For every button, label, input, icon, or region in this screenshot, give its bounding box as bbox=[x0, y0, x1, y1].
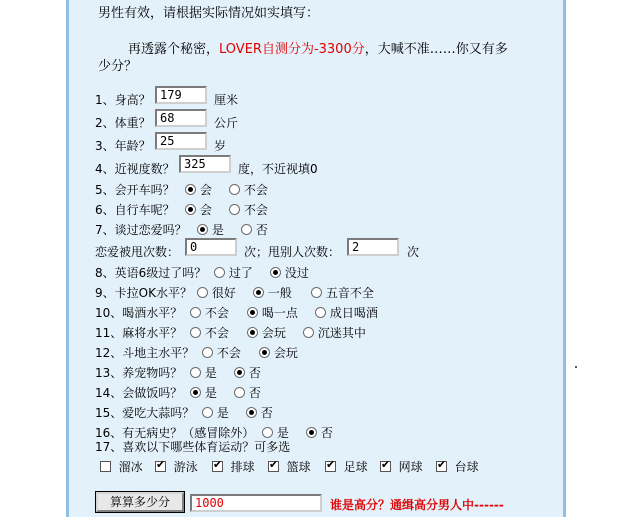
mahjong-play-label: 会玩 bbox=[261, 326, 286, 340]
doudizhu-none-label: 不会 bbox=[216, 346, 241, 360]
drive-no-label: 不会 bbox=[243, 183, 268, 197]
sport-football[interactable] bbox=[325, 458, 368, 475]
pet-label: 13、养宠物吗？ bbox=[95, 366, 183, 380]
karaoke-label: 9、卡拉OK水平？ bbox=[95, 286, 192, 300]
drinking-daily-label: 成日喝酒 bbox=[329, 306, 378, 320]
mahjong-label: 11、麻将水平？ bbox=[95, 326, 183, 340]
bike-yes-label: 会 bbox=[199, 203, 212, 217]
illness-yes-label: 是 bbox=[276, 426, 289, 440]
cet6-passed-label: 过了 bbox=[228, 266, 253, 280]
mahjong-option-none[interactable] bbox=[190, 324, 229, 341]
cook-no-label: 否 bbox=[248, 386, 261, 400]
sports-label: 17、喜欢以下哪些体育运动？可多选 bbox=[95, 440, 291, 454]
cet6-failed-label: 没过 bbox=[284, 266, 309, 280]
dumping-unit: 次 bbox=[407, 245, 420, 259]
karaoke-good-radio[interactable] bbox=[197, 287, 208, 298]
illness-no-radio[interactable] bbox=[306, 427, 317, 438]
doudizhu-option-play[interactable] bbox=[259, 344, 298, 361]
sport-tennis[interactable] bbox=[380, 458, 423, 475]
score-result-field[interactable]: 1000 bbox=[190, 494, 322, 512]
basketball-checkbox[interactable] bbox=[268, 461, 279, 472]
drinking-little-radio[interactable] bbox=[247, 307, 258, 318]
height-label: 1、身高？ bbox=[95, 93, 151, 107]
doudizhu-play-radio[interactable] bbox=[259, 347, 270, 358]
basketball-label: 篮球 bbox=[286, 460, 311, 474]
cet6-option-passed[interactable] bbox=[214, 264, 253, 281]
drive-yes-label: 会 bbox=[199, 183, 212, 197]
garlic-option-no[interactable] bbox=[246, 404, 273, 421]
stray-dot bbox=[575, 366, 577, 368]
skating-label: 溜冰 bbox=[118, 460, 143, 474]
myopia-input[interactable]: 325 bbox=[179, 155, 231, 173]
garlic-label: 15、爱吃大蒜吗？ bbox=[95, 406, 195, 420]
cook-yes-label: 是 bbox=[204, 386, 217, 400]
dumping-label: 次；甩别人次数： bbox=[244, 245, 341, 259]
pet-option-yes[interactable] bbox=[190, 364, 217, 381]
mahjong-none-label: 不会 bbox=[204, 326, 229, 340]
drinking-none-radio[interactable] bbox=[190, 307, 201, 318]
mahjong-none-radio[interactable] bbox=[190, 327, 201, 338]
volleyball-label: 排球 bbox=[230, 460, 255, 474]
karaoke-tonedeaf-label: 五音不全 bbox=[325, 286, 374, 300]
tennis-label: 网球 bbox=[398, 460, 423, 474]
mahjong-play-radio[interactable] bbox=[247, 327, 258, 338]
karaoke-tonedeaf-radio[interactable] bbox=[311, 287, 322, 298]
dated-option-no[interactable] bbox=[241, 221, 268, 238]
myopia-unit: 度，不近视填0 bbox=[238, 162, 318, 176]
football-label: 足球 bbox=[343, 460, 368, 474]
dated-label: 7、谈过恋爱吗？ bbox=[95, 223, 187, 237]
pet-yes-label: 是 bbox=[204, 366, 217, 380]
drive-yes-radio[interactable] bbox=[185, 184, 196, 195]
cook-yes-radio[interactable] bbox=[190, 387, 201, 398]
dated-no-radio[interactable] bbox=[241, 224, 252, 235]
age-label: 3、年龄？ bbox=[95, 139, 151, 153]
height-input[interactable]: 179 bbox=[155, 86, 207, 104]
mahjong-option-play[interactable] bbox=[247, 324, 286, 341]
garlic-no-label: 否 bbox=[260, 406, 273, 420]
drive-option-yes[interactable] bbox=[185, 181, 212, 198]
football-checkbox[interactable] bbox=[325, 461, 336, 472]
weight-input[interactable]: 68 bbox=[155, 109, 207, 127]
billiards-label: 台球 bbox=[454, 460, 479, 474]
illness-label: 16、有无病史？（感冒除外） bbox=[95, 426, 255, 440]
weight-label: 2、体重？ bbox=[95, 116, 151, 130]
swimming-checkbox[interactable] bbox=[155, 461, 166, 472]
cook-option-no[interactable] bbox=[234, 384, 261, 401]
dated-no-label: 否 bbox=[255, 223, 268, 237]
bike-no-label: 不会 bbox=[243, 203, 268, 217]
age-unit: 岁 bbox=[214, 139, 227, 153]
volleyball-checkbox[interactable] bbox=[212, 461, 223, 472]
billiards-checkbox[interactable] bbox=[436, 461, 447, 472]
garlic-no-radio[interactable] bbox=[246, 407, 257, 418]
karaoke-option-good[interactable] bbox=[197, 284, 236, 301]
illness-option-no[interactable] bbox=[306, 424, 333, 441]
drinking-daily-radio[interactable] bbox=[315, 307, 326, 318]
drive-no-radio[interactable] bbox=[229, 184, 240, 195]
age-input[interactable]: 25 bbox=[155, 132, 207, 150]
dated-yes-label: 是 bbox=[211, 223, 224, 237]
intro-line1: 男性有效，请根据实际情况如实填写： bbox=[98, 6, 320, 21]
dumped-count-input[interactable]: 0 bbox=[185, 238, 237, 256]
mahjong-addicted-radio[interactable] bbox=[303, 327, 314, 338]
cook-label: 14、会做饭吗？ bbox=[95, 386, 183, 400]
pet-no-label: 否 bbox=[248, 366, 261, 380]
drinking-option-little[interactable] bbox=[247, 304, 298, 321]
drinking-little-label: 喝一点 bbox=[261, 306, 298, 320]
myopia-label: 4、近视度数？ bbox=[95, 162, 175, 176]
illness-yes-radio[interactable] bbox=[262, 427, 273, 438]
drinking-none-label: 不会 bbox=[204, 306, 229, 320]
dumping-count-input[interactable]: 2 bbox=[347, 238, 399, 256]
drinking-option-none[interactable] bbox=[190, 304, 229, 321]
pet-option-no[interactable] bbox=[234, 364, 261, 381]
sport-volleyball[interactable] bbox=[212, 458, 255, 475]
bike-option-no[interactable] bbox=[229, 201, 268, 218]
height-unit: 厘米 bbox=[214, 93, 239, 107]
drive-label: 5、会开车吗？ bbox=[95, 183, 175, 197]
skating-checkbox[interactable] bbox=[100, 461, 111, 472]
karaoke-good-label: 很好 bbox=[211, 286, 236, 300]
cook-option-yes[interactable] bbox=[190, 384, 217, 401]
intro-line3: 少分？ bbox=[98, 59, 138, 74]
tennis-checkbox[interactable] bbox=[380, 461, 391, 472]
karaoke-average-radio[interactable] bbox=[253, 287, 264, 298]
garlic-option-yes[interactable] bbox=[202, 404, 229, 421]
cet6-failed-radio[interactable] bbox=[270, 267, 281, 278]
sport-billiards[interactable] bbox=[436, 458, 479, 475]
dumped-label: 恋爱被甩次数： bbox=[95, 245, 180, 259]
cook-no-radio[interactable] bbox=[234, 387, 245, 398]
sport-basketball[interactable] bbox=[268, 458, 311, 475]
swimming-label: 游泳 bbox=[173, 460, 198, 474]
drinking-label: 10、喝酒水平？ bbox=[95, 306, 183, 320]
calculate-button[interactable]: 算算多少分 bbox=[96, 492, 184, 512]
bike-yes-radio[interactable] bbox=[185, 204, 196, 215]
doudizhu-label: 12、斗地主水平？ bbox=[95, 346, 195, 360]
bike-label: 6、自行车呢？ bbox=[95, 203, 175, 217]
pet-yes-radio[interactable] bbox=[190, 367, 201, 378]
doudizhu-none-radio[interactable] bbox=[202, 347, 213, 358]
secret-prefix: 再透露个秘密， bbox=[128, 42, 220, 57]
sport-skating[interactable] bbox=[100, 458, 143, 475]
pet-no-radio[interactable] bbox=[234, 367, 245, 378]
dated-option-yes[interactable] bbox=[197, 221, 224, 238]
weight-unit: 公斤 bbox=[214, 116, 239, 130]
dated-yes-radio[interactable] bbox=[197, 224, 208, 235]
secret-suffix: ，大喊不准……你又有多 bbox=[364, 42, 508, 57]
doudizhu-option-none[interactable] bbox=[202, 344, 241, 361]
garlic-yes-label: 是 bbox=[216, 406, 229, 420]
mahjong-addicted-label: 沉迷其中 bbox=[317, 326, 366, 340]
cet6-label: 8、英语6级过了吗？ bbox=[95, 266, 207, 280]
intro-secret bbox=[128, 38, 508, 57]
drive-option-no[interactable] bbox=[229, 181, 268, 198]
karaoke-option-tonedeaf[interactable] bbox=[311, 284, 374, 301]
cet6-passed-radio[interactable] bbox=[214, 267, 225, 278]
karaoke-option-average[interactable] bbox=[253, 284, 292, 301]
cet6-option-failed[interactable] bbox=[270, 264, 309, 281]
illness-no-label: 否 bbox=[320, 426, 333, 440]
bike-no-radio[interactable] bbox=[229, 204, 240, 215]
doudizhu-play-label: 会玩 bbox=[273, 346, 298, 360]
sport-swimming[interactable] bbox=[155, 458, 198, 475]
secret-score: LOVER自测分为-3300分 bbox=[219, 42, 365, 57]
karaoke-average-label: 一般 bbox=[267, 286, 292, 300]
bike-option-yes[interactable] bbox=[185, 201, 212, 218]
garlic-yes-radio[interactable] bbox=[202, 407, 213, 418]
tagline: 谁是高分？通缉高分男人中------ bbox=[330, 498, 504, 512]
mahjong-option-addicted[interactable] bbox=[303, 324, 366, 341]
drinking-option-daily[interactable] bbox=[315, 304, 378, 321]
